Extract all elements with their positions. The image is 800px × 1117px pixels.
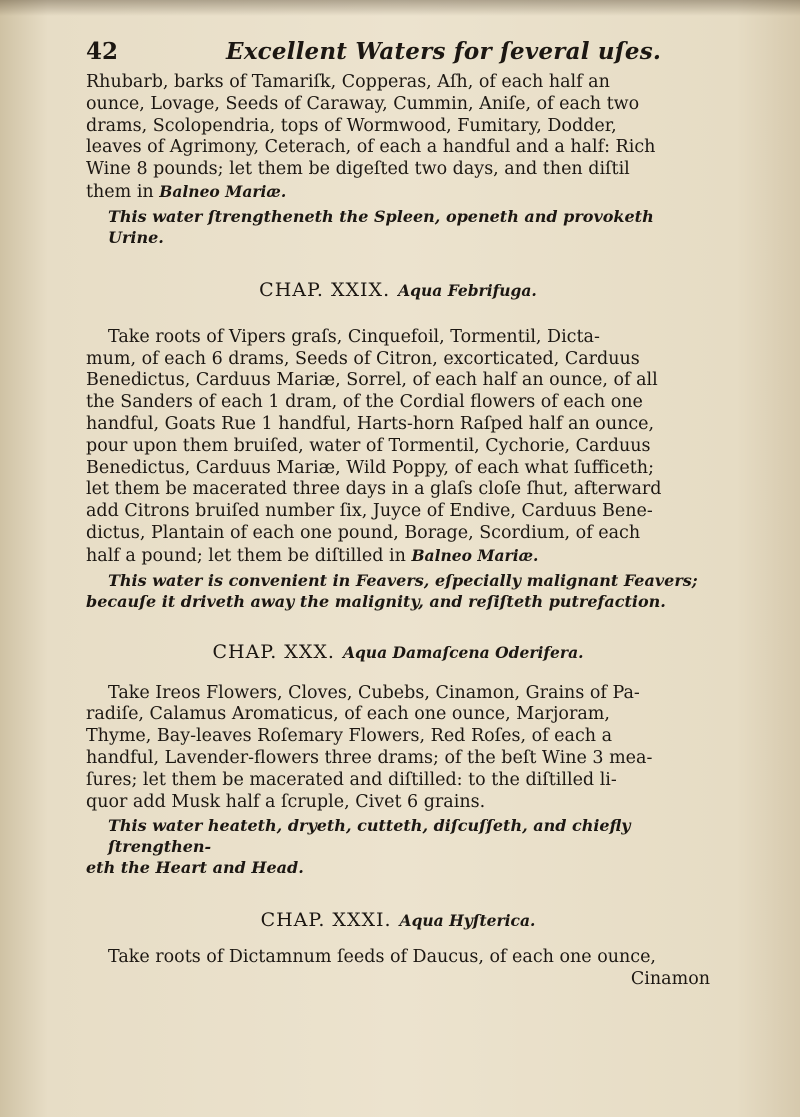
chapter-30-text — [86, 683, 710, 814]
chapter-29-note — [86, 570, 710, 612]
text-line: drams, Scolopendria, tops of Wormwood, Fumitary, Dodder, — [86, 115, 617, 136]
chapter-31-text — [86, 947, 710, 991]
text-line — [86, 181, 710, 204]
text-line: mum, of each 6 drams, Seeds of Citron, excorticated, Carduus — [86, 348, 640, 369]
text-line: Take Ireos Flowers, Cloves, Cubebs, Cinamon, Grains of Pa- — [108, 682, 640, 703]
text-line: ſures; let them be macerated and diſtilled: to the diſtilled li- — [86, 769, 617, 790]
note-line: becauſe it driveth away the malignity, and reſiſteth putrefaction. — [86, 591, 666, 611]
note-line: eth the Heart and Head. — [86, 858, 304, 878]
chapter-29-text — [86, 327, 710, 568]
chapter-latin-title: Aqua Hyſterica. — [399, 911, 536, 931]
text-line: handful, Goats Rue 1 handful, Harts-horn Raſped half an ounce, — [86, 413, 655, 434]
text-fragment: half a pound; let them be diſtilled in — [86, 545, 406, 566]
text-line: handful, Lavender-flowers three drams; of the beſt Wine 3 mea- — [86, 747, 653, 768]
text-line: Benedictus, Carduus Mariæ, Sorrel, of each half an ounce, of all — [86, 370, 658, 391]
chapter-30-heading — [86, 640, 710, 665]
text-line: leaves of Agrimony, Ceterach, of each a handful and a half: Rich — [86, 137, 656, 158]
chapter-latin-title: Aqua Damaſcena Oderifera. — [342, 642, 584, 662]
text-line: dictus, Plantain of each one pound, Borage, Scordium, of each — [86, 522, 641, 543]
text-line: ounce, Lovage, Seeds of Caraway, Cummin, Aniſe, of each two — [86, 93, 640, 114]
text-fragment: them in — [86, 181, 154, 202]
chapter-number: CHAP. XXXI. — [260, 909, 392, 932]
chapter-31-heading — [86, 908, 710, 933]
text-line: radiſe, Calamus Aromaticus, of each one ounce, Marjoram, — [86, 704, 610, 725]
text-block — [86, 36, 710, 991]
text-line: add Citrons bruiſed number ſix, Juyce of Endive, Carduus Bene- — [86, 501, 653, 522]
chapter-29-heading — [86, 278, 710, 303]
text-line: quor add Musk half a ſcruple, Civet 6 grains. — [86, 791, 486, 812]
note-line: This water is convenient in Feavers, eſpecially malignant Feavers; — [108, 570, 698, 590]
italic-term: Balneo Mariæ. — [159, 181, 287, 201]
section-28-text — [86, 72, 710, 204]
chapter-30-note — [86, 815, 710, 878]
text-line: Thyme, Bay-leaves Roſemary Flowers, Red Roſes, of each a — [86, 726, 613, 747]
text-line: the Sanders of each 1 dram, of the Cordial flowers of each one — [86, 392, 643, 413]
chapter-latin-title: Aqua Febrifuga. — [398, 280, 537, 300]
text-line: Take roots of Dictamnum ſeeds of Daucus, of each one ounce, — [108, 947, 656, 968]
catchword: Cinamon — [630, 969, 710, 990]
page-edge-shadow — [0, 0, 800, 16]
text-line: Rhubarb, barks of Tamariſk, Copperas, Aſh, of each half an — [86, 72, 610, 92]
note-line: This water heateth, dryeth, cutteth, diſcuſſeth, and chiefly ſtrengthen- — [108, 816, 631, 857]
chapter-number: CHAP. XXIX. — [259, 278, 391, 301]
running-title: Excellent Waters for ſeveral uſes. — [226, 38, 662, 65]
italic-term: Balneo Mariæ. — [411, 545, 539, 565]
text-line — [86, 545, 710, 568]
page-header — [86, 36, 710, 72]
text-line: Wine 8 pounds; let them be digeſted two days, and then diſtil — [86, 159, 630, 180]
text-line: let them be macerated three days in a glaſs cloſe ſhut, afterward — [86, 479, 662, 500]
chapter-number: CHAP. XXX. — [212, 640, 335, 663]
section-28-note: This water ſtrengtheneth the Spleen, openeth and provoketh Urine. — [108, 206, 654, 247]
text-line: Benedictus, Carduus Mariæ, Wild Poppy, of each what ſufficeth; — [86, 457, 654, 478]
text-line: Take roots of Vipers graſs, Cinquefoil, Tormentil, Dicta- — [108, 326, 600, 347]
text-line: pour upon them bruiſed, water of Tormentil, Cychorie, Carduus — [86, 435, 651, 456]
page-number: 42 — [86, 38, 119, 65]
